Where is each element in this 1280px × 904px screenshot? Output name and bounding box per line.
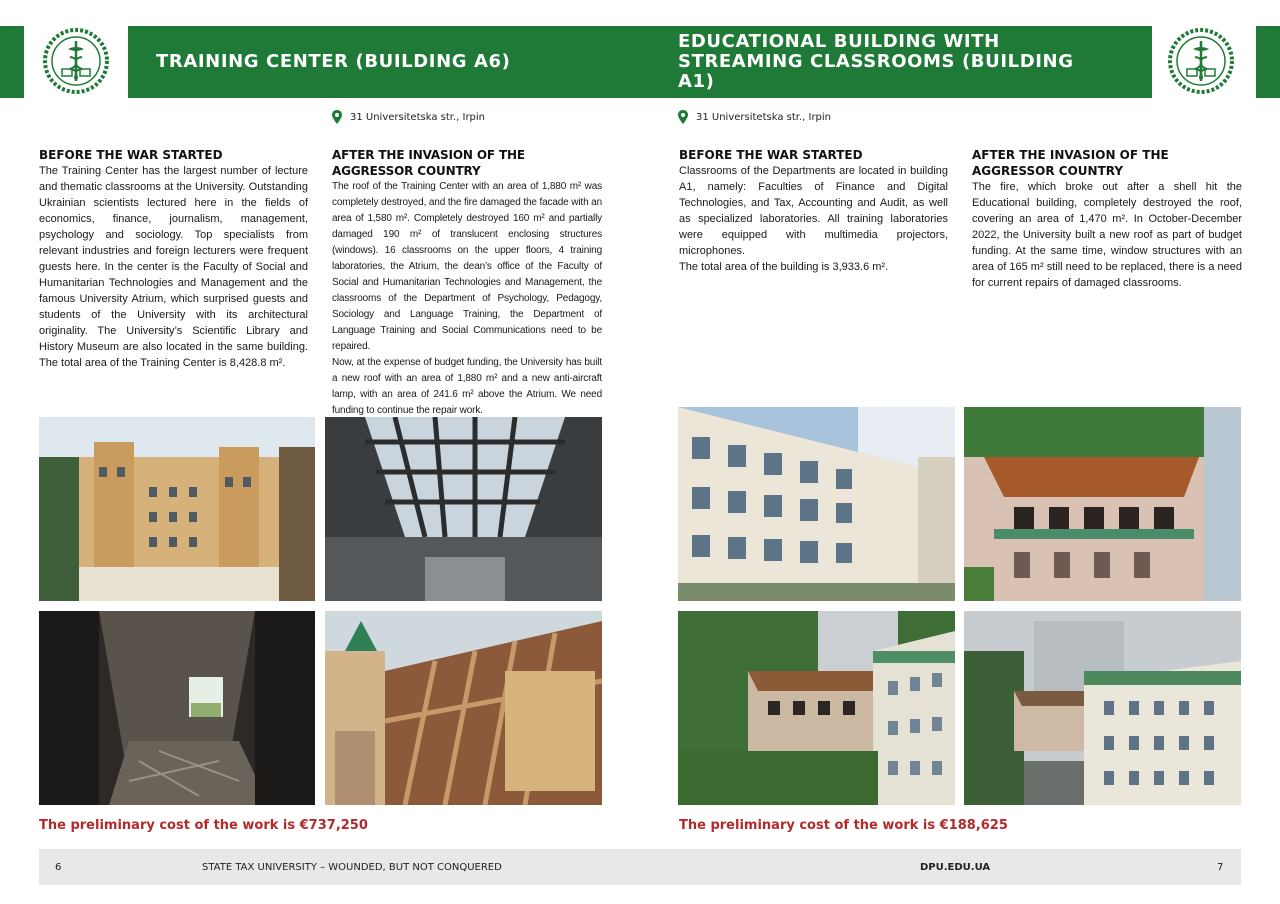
left-cost-note: The preliminary cost of the work is €737,250 <box>39 818 368 833</box>
photo-building-a1-aerial-left <box>678 611 955 805</box>
left-address <box>332 110 485 124</box>
photo-training-center-roof-reconstruction <box>325 611 602 805</box>
header-bar-right <box>652 26 1152 98</box>
right-page-number: 7 <box>1217 862 1224 873</box>
left-address-text: 31 Universitetska str., Irpin <box>350 111 486 123</box>
map-pin-icon <box>332 110 342 124</box>
header-bar-right-edge <box>1256 26 1280 98</box>
photo-building-a1-before <box>678 407 955 601</box>
left-page-title: TRAINING CENTER (BUILDING A6) <box>156 51 511 72</box>
left-after-heading: AFTER THE INVASION OF THE AGGRESSOR COUNTRY <box>332 148 525 178</box>
right-before-text-1: Classrooms of the Departments are located in building A1, namely: Faculties of Finance and Digital Technologies, and Tax, Accounting and Audit, as well as specialized laboratories. All training laboratories were equipped with multimedia projectors, microphones. <box>679 165 948 257</box>
footer-website-link[interactable]: DPU.EDU.UA <box>920 862 991 873</box>
header-bar-left <box>128 26 654 98</box>
right-cost-note: The preliminary cost of the work is €188,625 <box>679 818 1008 833</box>
footer-tagline: STATE TAX UNIVERSITY – WOUNDED, BUT NOT CONQUERED <box>202 862 502 873</box>
photo-training-center-burned-interior <box>39 611 315 805</box>
right-after-section <box>972 147 1242 291</box>
left-after-text-1: The roof of the Training Center with an area of 1,880 m² was completely destroyed, and the fire damaged the facade with an area of 1,580 m². Completely destroyed 160 m² and partially damaged 190 m² of translucent enclosing structures (windows). 16 classrooms on the upper floors, 4 training laboratories, the Atrium, the dean’s office of the Faculty of Social and Humanitarian Technologies and Management, the classrooms of the Department of Psychology, Pedagogy, Sociology and Language Training, the Department of Language Training and Social Communications need to be repaired. <box>332 181 602 352</box>
university-emblem-icon <box>40 25 112 97</box>
map-pin-icon <box>678 110 688 124</box>
right-address-text: 31 Universitetska str., Irpin <box>696 111 832 123</box>
photo-building-a1-burned-roof <box>964 407 1241 601</box>
left-after-section <box>332 147 602 419</box>
photo-training-center-atrium-roof <box>325 417 602 601</box>
right-after-text: The fire, which broke out after a shell hit the Educational building, completely destroyed the roof, covering an area of 1,470 m². In October-December 2022, the University built a new roof as part of budget funding. At the same time, window structures with an area of 165 m² still need to be replaced, there is a need for current repairs of damaged classrooms. <box>972 181 1242 289</box>
left-before-heading: BEFORE THE WAR STARTED <box>39 148 223 162</box>
right-after-heading: AFTER THE INVASION OF THE AGGRESSOR COUNTRY <box>972 148 1169 178</box>
header-bar-left-edge <box>0 26 24 98</box>
right-before-text-2: The total area of the building is 3,933.6 m². <box>679 261 889 273</box>
photo-building-a1-aerial-right <box>964 611 1241 805</box>
university-emblem-icon <box>1165 25 1237 97</box>
left-before-text: The Training Center has the largest number of lecture and thematic classrooms at the University. Outstanding Ukrainian scientists lectured here in the fields of economics, finance, journalism, management, psychology and sociology. Top specialists from relevant industries and foreign lecturers were frequent guests here. In the center is the Faculty of Social and Humanitarian Technologies and Management and the famous University Atrium, which surprised guests and students of the University with its architectural originality. The University’s Scientific Library and History Museum are also located in the same building. The total area of the Training Center is 8,428.8 m². <box>39 165 308 369</box>
right-address <box>678 110 831 124</box>
left-page-number: 6 <box>55 862 62 873</box>
right-before-section <box>679 147 948 275</box>
left-after-text-2: Now, at the expense of budget funding, the University has built a new roof with an area of 1,880 m² and a new anti-aircraft lamp, with an area of 241.6 m² above the Atrium. We need funding to continue the repair work. <box>332 357 602 416</box>
right-page-title: EDUCATIONAL BUILDING WITH STREAMING CLASSROOMS (BUILDING A1) <box>678 31 1074 92</box>
footer-bar <box>39 849 1241 885</box>
photo-training-center-exterior <box>39 417 315 601</box>
right-before-heading: BEFORE THE WAR STARTED <box>679 148 863 162</box>
left-before-section <box>39 147 308 371</box>
